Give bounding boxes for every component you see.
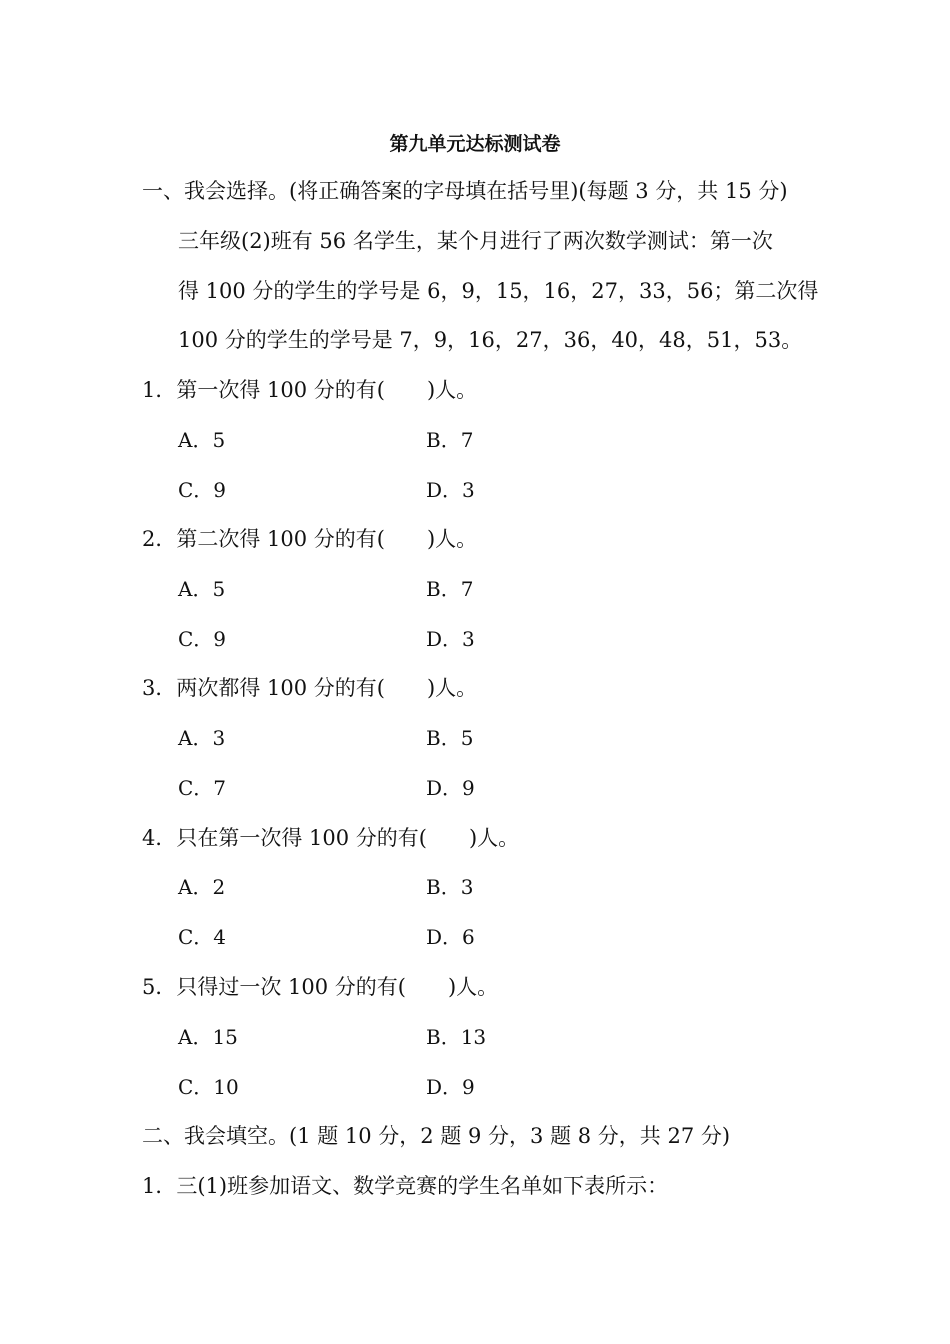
option-c: C．9 bbox=[178, 627, 227, 651]
option-a: A．15 bbox=[178, 1025, 238, 1049]
option-b: B．5 bbox=[426, 726, 474, 750]
option-c: C．4 bbox=[178, 925, 227, 949]
option-a: A．2 bbox=[178, 875, 226, 899]
option-d: D．9 bbox=[426, 776, 475, 800]
option-c: C．9 bbox=[178, 478, 227, 502]
option-b: B．7 bbox=[426, 577, 474, 601]
question-5-stem: 5．只得过一次 100 分的有( )人。 bbox=[142, 975, 499, 999]
option-c: C．7 bbox=[178, 776, 227, 800]
option-d: D．3 bbox=[426, 627, 475, 651]
section-2-heading: 二、我会填空。(1 题 10 分，2 题 9 分，3 题 8 分，共 27 分) bbox=[142, 1124, 731, 1148]
question-2-stem: 2．第二次得 100 分的有( )人。 bbox=[142, 527, 478, 551]
option-d: D．3 bbox=[426, 478, 475, 502]
section-2-question-1: 1．三(1)班参加语文、数学竞赛的学生名单如下表所示： bbox=[142, 1174, 669, 1198]
option-d: D．6 bbox=[426, 925, 475, 949]
option-b: B．3 bbox=[426, 875, 474, 899]
context-line: 100 分的学生的学号是 7，9，16，27，36，40，48，51，53。 bbox=[178, 328, 803, 352]
option-c: C．10 bbox=[178, 1075, 239, 1099]
section-1-heading: 一、我会选择。(将正确答案的字母填在括号里)(每题 3 分，共 15 分) bbox=[142, 179, 788, 203]
option-a: A．3 bbox=[178, 726, 226, 750]
option-b: B．7 bbox=[426, 428, 474, 452]
question-3-stem: 3．两次都得 100 分的有( )人。 bbox=[142, 676, 478, 700]
option-a: A．5 bbox=[178, 428, 226, 452]
context-line: 三年级(2)班有 56 名学生，某个月进行了两次数学测试：第一次 bbox=[178, 229, 773, 253]
option-a: A．5 bbox=[178, 577, 226, 601]
context-line: 得 100 分的学生的学号是 6，9，15，16，27，33，56；第二次得 bbox=[178, 279, 819, 303]
option-d: D．9 bbox=[426, 1075, 475, 1099]
question-1-stem: 1．第一次得 100 分的有( )人。 bbox=[142, 378, 478, 402]
option-b: B．13 bbox=[426, 1025, 487, 1049]
question-4-stem: 4．只在第一次得 100 分的有( )人。 bbox=[142, 826, 520, 850]
page-title: 第九单元达标测试卷 bbox=[389, 133, 561, 155]
